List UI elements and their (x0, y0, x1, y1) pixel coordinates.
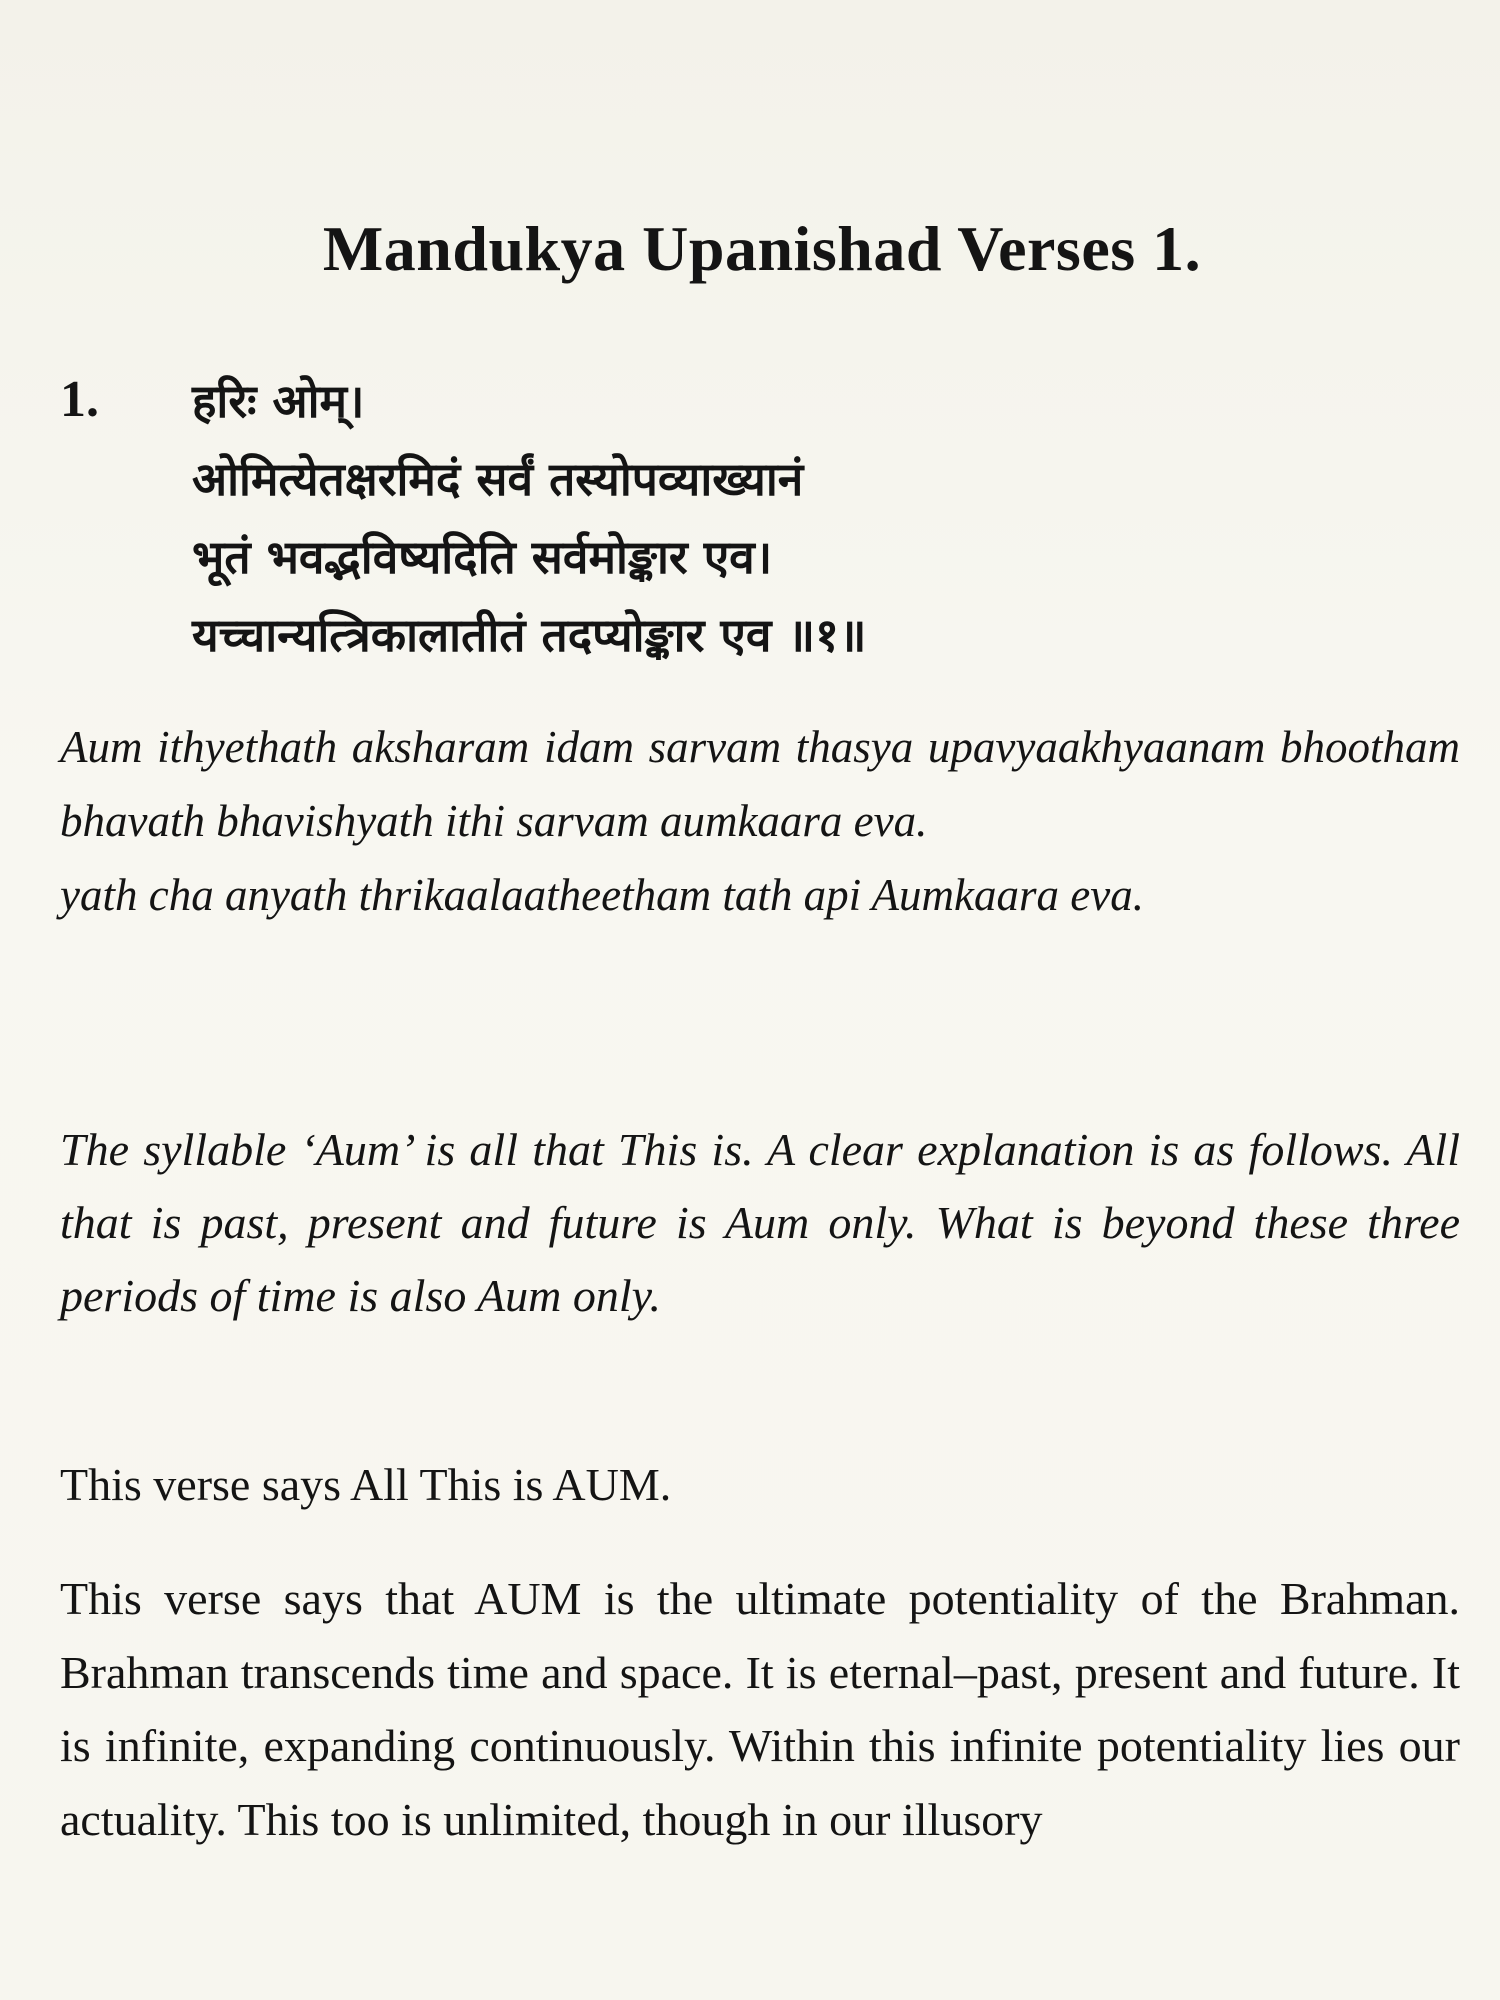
transliteration-paragraph: yath cha anyath thrikaalaatheetham tath api Aumkaara eva. (60, 870, 1144, 920)
sanskrit-line: भूतं भवद्भविष्यदिति सर्वमोङ्कार एव। (192, 530, 773, 584)
sanskrit-line: हरिः ओम्। (192, 374, 365, 428)
sanskrit-verse (192, 362, 1292, 674)
transliteration (60, 710, 1460, 932)
verse-number: 1. (60, 371, 99, 428)
transliteration-paragraph: Aum ithyethath aksharam idam sarvam thasya upavyaakhyaanam bhootham bhavath bhavishyath ithi sarvam aumkaara eva. (60, 722, 1460, 846)
sanskrit-line: ओमित्येतक्षरमिदं सर्वं तस्योपव्याख्यानं (192, 452, 804, 506)
translation-paragraph: The syllable ‘Aum’ is all that This is. A clear explanation is as follows. All that is past, present and future is Aum only. What is beyond these three periods of time is also Aum only. (60, 1124, 1460, 1321)
page-title: Mandukya Upanishad Verses 1. (322, 213, 1202, 284)
sanskrit-line: यच्चान्यत्त्रिकालातीतं तदप्योङ्कार एव ॥१॥ (192, 608, 867, 662)
commentary-paragraph: This verse says that AUM is the ultimate potentiality of the Brahman. Brahman transcends time and space. It is eternal–past, present and future. It is infinite, expanding continuously. Within this infinite potentiality lies our actuality. This too is unlimited, though in our illusory (60, 1573, 1460, 1845)
summary-paragraph: This verse says All This is AUM. (60, 1459, 672, 1510)
